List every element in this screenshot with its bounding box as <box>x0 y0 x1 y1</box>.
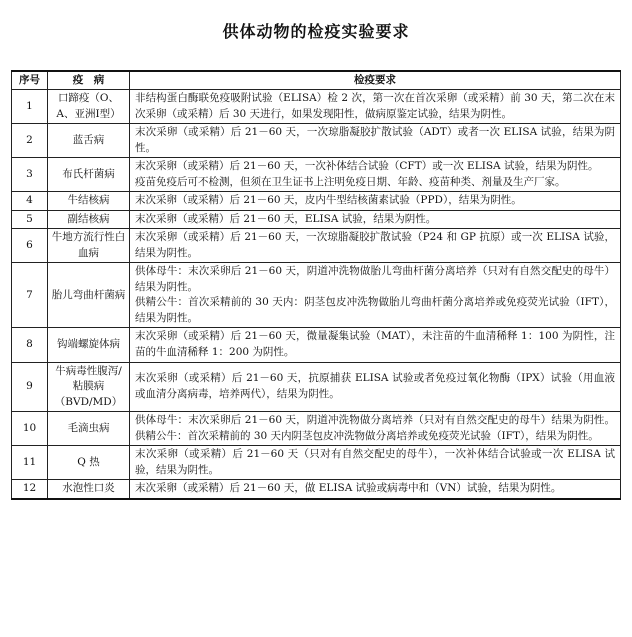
table-body <box>12 90 621 499</box>
table-row <box>12 362 621 412</box>
disease-name: 毛滴虫病 <box>48 412 130 446</box>
table-row <box>12 158 621 192</box>
quarantine-requirement: 末次采卵（或采精）后 21－60 天，抗原捕获 ELISA 试验或者免疫过氧化物酶（IPX）试验（用血液或血清分离病毒，培养两代），结果为阴性。 <box>130 362 621 412</box>
table-header-row <box>12 71 621 90</box>
header-disease: 疫 病 <box>48 71 130 90</box>
disease-name: 钩端螺旋体病 <box>48 328 130 362</box>
row-number: 4 <box>12 192 48 211</box>
row-number: 9 <box>12 362 48 412</box>
row-number: 6 <box>12 229 48 263</box>
disease-name: 副结核病 <box>48 210 130 229</box>
quarantine-requirement: 末次采卵（或采精）后 21－60 天，皮内牛型结核菌素试验（PPD），结果为阴性。 <box>130 192 621 211</box>
disease-name: Q 热 <box>48 446 130 480</box>
quarantine-requirement: 供体母牛：末次采卵后 21－60 天，阴道冲洗物做分离培养（只对有自然交配史的母牛）结果为阴性。供精公牛：首次采精前的 30 天内阴茎包皮冲洗物做分离培养或免疫荧光试验（IFT），结果为阴性。 <box>130 412 621 446</box>
disease-name: 牛病毒性腹泻/粘膜病（BVD/MD） <box>48 362 130 412</box>
row-number: 2 <box>12 124 48 158</box>
quarantine-requirement: 末次采卵（或采精）后 21－60 天，做 ELISA 试验或病毒中和（VN）试验，结果为阴性。 <box>130 480 621 499</box>
table-row <box>12 412 621 446</box>
disease-name: 口蹄疫（O、A、亚洲Ⅰ型） <box>48 90 130 124</box>
row-number: 3 <box>12 158 48 192</box>
disease-name: 蓝舌病 <box>48 124 130 158</box>
disease-name: 胎儿弯曲杆菌病 <box>48 263 130 328</box>
table-row <box>12 124 621 158</box>
page-title: 供体动物的检疫实验要求 <box>222 22 410 41</box>
table-row <box>12 90 621 124</box>
table-row <box>12 446 621 480</box>
disease-name: 水泡性口炎 <box>48 480 130 499</box>
row-number: 5 <box>12 210 48 229</box>
table-row <box>12 328 621 362</box>
table-row <box>12 263 621 328</box>
row-number: 12 <box>12 480 48 499</box>
table-row <box>12 480 621 499</box>
row-number: 8 <box>12 328 48 362</box>
quarantine-requirement: 末次采卵（或采精）后 21－60 天，微量凝集试验（MAT），未注苗的牛血清稀释 1：100 为阴性，注苗的牛血清稀释 1：200 为阴性。 <box>130 328 621 362</box>
disease-name: 牛结核病 <box>48 192 130 211</box>
row-number: 11 <box>12 446 48 480</box>
quarantine-requirement: 末次采卵（或采精）后 21－60 天，一次补体结合试验（CFT）或一次 ELISA 试验，结果为阴性。 疫苗免疫后可不检测，但须在卫生证书上注明免疫日期、年龄、疫苗种类、剂量及生产厂家。 <box>130 158 621 192</box>
quarantine-requirement: 末次采卵（或采精）后 21－60 天，一次琼脂凝胶扩散试验（P24 和 GP 抗原）或一次 ELISA 试验，结果为阴性。 <box>130 229 621 263</box>
quarantine-requirement: 末次采卵（或采精）后 21－60 天（只对有自然交配史的母牛），一次补体结合试验或一次 ELISA 试验，结果为阴性。 <box>130 446 621 480</box>
row-number: 10 <box>12 412 48 446</box>
quarantine-table <box>11 70 621 500</box>
quarantine-requirement: 非结构蛋白酶联免疫吸附试验（ELISA）检 2 次，第一次在首次采卵（或采精）前 30 天，第二次在末次采卵（或采精）后 30 天进行，如果发现阳性，做病原鉴定试验，结果为阴性。 <box>130 90 621 124</box>
disease-name: 牛地方流行性白血病 <box>48 229 130 263</box>
table-row <box>12 192 621 211</box>
header-no: 序号 <box>12 71 48 90</box>
header-requirement: 检疫要求 <box>130 71 621 90</box>
row-number: 7 <box>12 263 48 328</box>
row-number: 1 <box>12 90 48 124</box>
disease-name: 布氏杆菌病 <box>48 158 130 192</box>
quarantine-requirement: 末次采卵（或采精）后 21－60 天，一次琼脂凝胶扩散试验（ADT）或者一次 ELISA 试验，结果为阴性。 <box>130 124 621 158</box>
quarantine-requirement: 末次采卵（或采精）后 21－60 天，ELISA 试验，结果为阴性。 <box>130 210 621 229</box>
table-row <box>12 229 621 263</box>
table-row <box>12 210 621 229</box>
quarantine-requirement: 供体母牛：末次采卵后 21－60 天，阴道冲洗物做胎儿弯曲杆菌分离培养（只对有自然交配史的母牛）结果为阴性。 供精公牛：首次采精前的 30 天内：阴茎包皮冲洗物做胎儿弯曲杆菌分离培养或免疫荧光试验（IFT），结果为阴性。 <box>130 263 621 328</box>
